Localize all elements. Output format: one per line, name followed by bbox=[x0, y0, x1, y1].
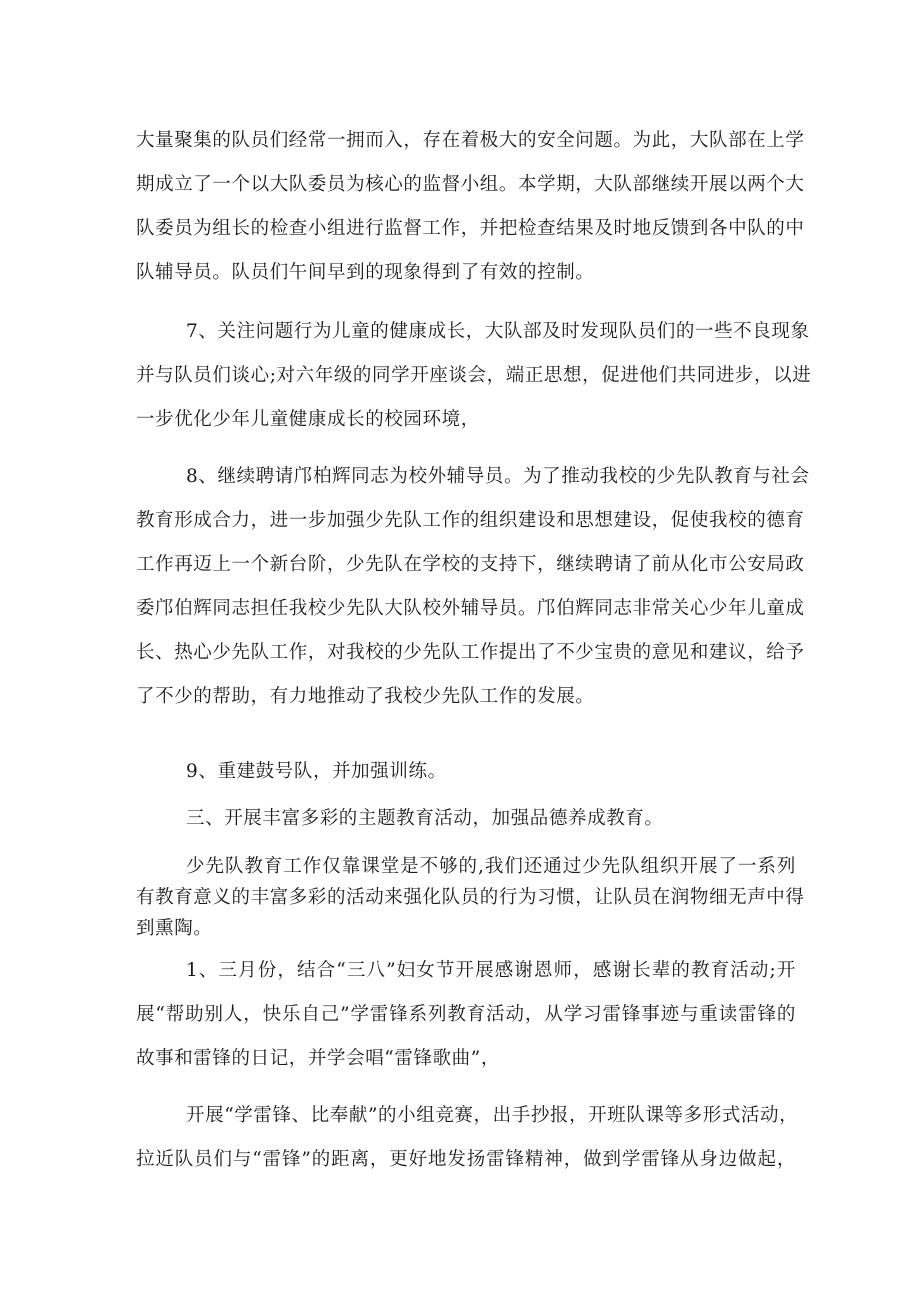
text-line: 开展“学雷锋、比奉献”的小组竞赛，出手抄报，开班队课等多形式活动， bbox=[186, 1105, 799, 1126]
text-line: 7、关注问题行为儿童的健康成长，大队部及时发现队员们的一些不良现象 bbox=[186, 321, 810, 342]
text-line: 期成立了一个以大队委员为核心的监督小组。本学期，大队部继续开展以两个大 bbox=[136, 174, 805, 195]
paragraph-8 bbox=[136, 1094, 799, 1182]
paragraph-3 bbox=[136, 455, 810, 719]
text-line: 并与队员们谈心;对六年级的同学开座谈会，端正思想，促进他们共同进步，以进 bbox=[136, 365, 812, 386]
text-line: 拉近队员们与“雷锋”的距离，更好地发扬雷锋精神，做到学雷锋从身边做起， bbox=[136, 1149, 796, 1170]
text-line: 少先队教育工作仅靠课堂是不够的,我们还通过少先队组织开展了一系列 bbox=[186, 856, 796, 877]
paragraph-5 bbox=[136, 797, 796, 841]
text-line: 队辅导员。队员们午间早到的现象得到了有效的控制。 bbox=[136, 262, 595, 283]
paragraph-6 bbox=[136, 851, 805, 944]
text-line: 长、热心少先队工作，对我校的少先队工作提出了不少宝贵的意见和建议，给予 bbox=[136, 642, 805, 663]
text-line: 9、重建鼓号队，并加强训练。 bbox=[186, 761, 447, 782]
text-line: 有教育意义的丰富多彩的活动来强化队员的行为习惯，让队员在润物细无声中得 bbox=[136, 887, 805, 908]
text-line: 一步优化少年儿童健康成长的校园环境， bbox=[136, 409, 480, 430]
text-line: 到熏陶。 bbox=[136, 918, 213, 939]
text-line: 故事和雷锋的日记，并学会唱“雷锋歌曲”， bbox=[136, 1048, 500, 1069]
paragraph-1 bbox=[136, 119, 805, 295]
text-line: 了不少的帮助，有力地推动了我校少先队工作的发展。 bbox=[136, 686, 595, 707]
text-line: 教育形成合力，进一步加强少先队工作的组织建设和思想建设，促使我校的德育 bbox=[136, 510, 805, 531]
text-line: 1、三月份，结合“三八”妇女节开展感谢恩师，感谢长辈的教育活动;开 bbox=[186, 960, 796, 981]
text-line: 8、继续聘请邝柏辉同志为校外辅导员。为了推动我校的少先队教育与社会 bbox=[186, 466, 810, 487]
text-line: 工作再迈上一个新台阶，少先队在学校的支持下，继续聘请了前从化市公安局政 bbox=[136, 554, 805, 575]
text-line: 大量聚集的队员们经常一拥而入，存在着极大的安全问题。为此，大队部在上学 bbox=[136, 130, 805, 151]
text-line: 展“帮助别人，快乐自己”学雷锋系列教育活动，从学习雷锋事迹与重读雷锋的 bbox=[136, 1004, 796, 1025]
paragraph-2 bbox=[136, 310, 812, 442]
text-line: 队委员为组长的检查小组进行监督工作，并把检查结果及时地反馈到各中队的中 bbox=[136, 218, 805, 239]
text-line: 委邝伯辉同志担任我校少先队大队校外辅导员。邝伯辉同志非常关心少年儿童成 bbox=[136, 598, 805, 619]
paragraph-7 bbox=[136, 949, 796, 1081]
paragraph-4 bbox=[136, 750, 796, 794]
text-line: 三、开展丰富多彩的主题教育活动，加强品德养成教育。 bbox=[186, 808, 664, 829]
